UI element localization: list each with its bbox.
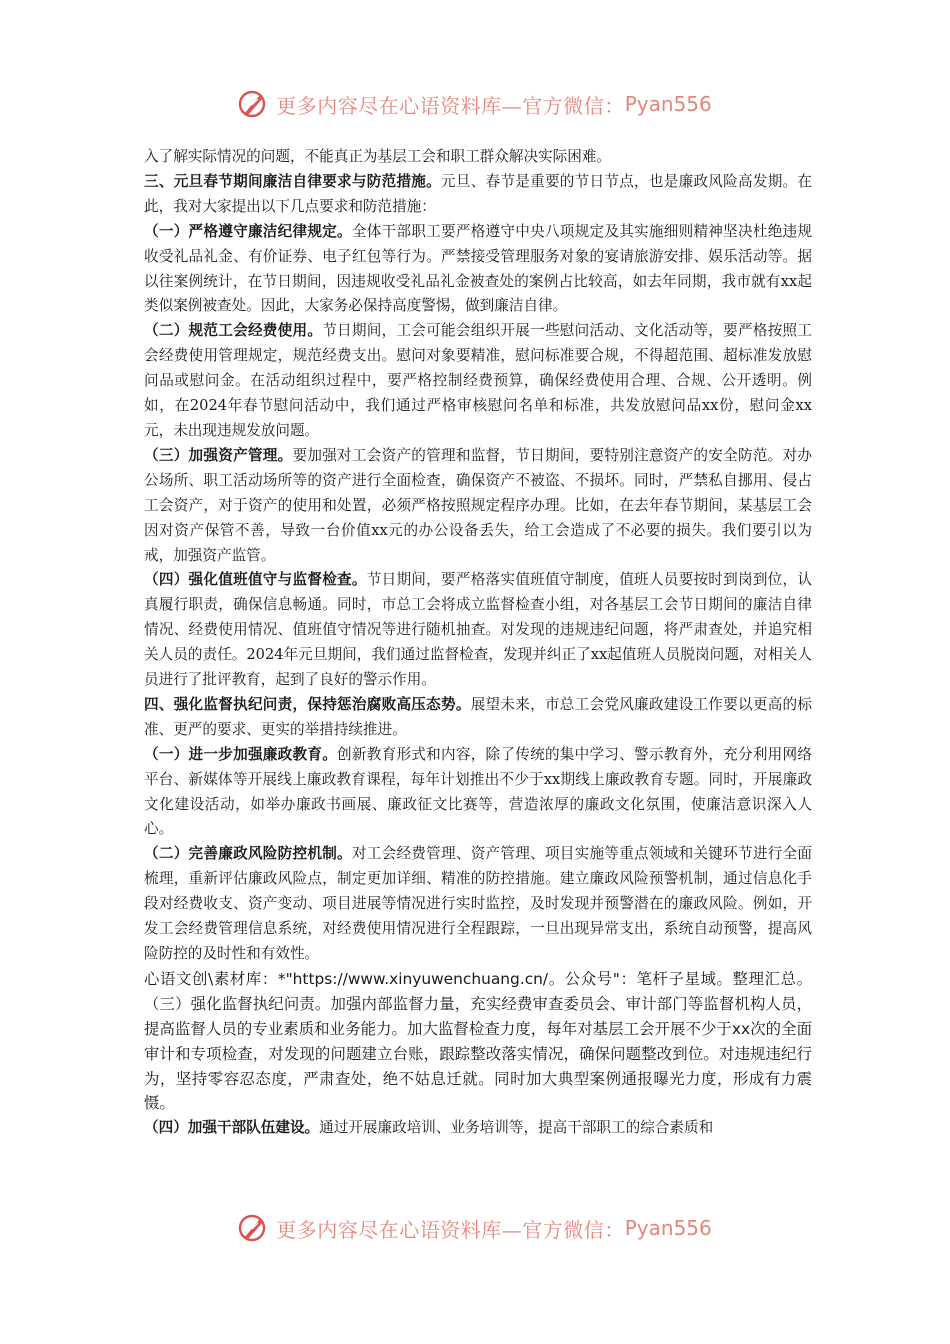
paragraph: 入了解实际情况的问题，不能真正为基层工会和职工群众解决实际困难。 xyxy=(144,148,612,165)
inserted-source-paragraph: 心语文创\素材库：*"https://www.xinyuwenchuang.cn/。公众号"：笔杆子星域。整理汇总。（三）强化监督执纪问责。加强内部监督力量，充实经费审查委员会、审计部门等监督机构人员，提高监督人员的专业素质和业务能力。加大监督检查力度，每年对基层工会开展不少于xx次的全面审计和专项检查，对发现的问题建立台账，跟踪整改落实情况，确保问题整改到位。对违规违纪行为，坚持零容忍态度，严肃查处，绝不姑息迁就。同时加大典型案例通报曝光力度，形成有力震慑。 xyxy=(144,969,812,1113)
paragraph: （四）强化值班值守与监督检查。节日期间，要严格落实值班值守制度，值班人员要按时到岗到位，认真履行职责，确保信息畅通。同时，市总工会将成立监督检查小组，对各基层工会节日期间的廉洁自律情况、经费使用情况、值班值守情况等进行随机抽查。对发现的违规违纪问题，将严肃查处，并追究相关人员的责任。2024年元旦期间，我们通过监督检查，发现并纠正了xx起值班人员脱岗问题，对相关人员进行了批评教育，起到了良好的警示作用。 xyxy=(144,571,812,689)
paragraph: （四）加强干部队伍建设。通过开展廉政培训、业务培训等，提高干部职工的综合素质和 xyxy=(144,1119,714,1137)
header-banner xyxy=(0,82,950,126)
paragraph: （三）加强资产管理。要加强对工会资产的管理和监督，节日期间，要特别注意资产的安全防范。对办公场所、职工活动场所等的资产进行全面检查，确保资产不被盗、不损坏。同时，严禁私自挪用、侵占工会资产，对于资产的使用和处置，必须严格按照规定程序办理。比如，在去年春节期间，某基层工会因对资产保管不善，导致一台价值xx元的办公设备丢失，给工会造成了不必要的损失。我们要引以为戒，加强资产监管。 xyxy=(144,446,812,564)
paragraph: （一）严格遵守廉洁纪律规定。全体干部职工要严格遵守中央八项规定及其实施细则精神坚决杜绝违规收受礼品礼金、有价证券、电子红包等行为。严禁接受管理服务对象的宴请旅游安排、娱乐活动等。据以往案例统计，在节日期间，因违规收受礼品礼金被查处的案例占比较高，如去年同期，我市就有xx起类似案例被查处。因此，大家务必保持高度警惕，做到廉洁自律。 xyxy=(144,222,812,315)
banner-wechat-id: Pyan556 xyxy=(624,92,712,116)
paragraph: （二）规范工会经费使用。节日期间，工会可能会组织开展一些慰问活动、文化活动等，要严格按照工会经费使用管理规定，规范经费支出。慰问对象要精准，慰问标准要合规，不得超范围、超标准发放慰问品或慰问金。在活动组织过程中，要严格控制经费预算，确保经费使用合理、合规、公开透明。例如，在2024年春节慰问活动中，我们通过严格审核慰问名单和标准，共发放慰问品xx份，慰问金xx元，未出现违规发放问题。 xyxy=(144,322,812,439)
footer-banner xyxy=(0,1206,950,1250)
pen-quill-logo-icon xyxy=(238,89,268,119)
banner-text: 更多内容尽在心语资料库—官方微信： xyxy=(276,93,625,118)
section-heading-3: 三、元旦春节期间廉洁自律要求与防范措施。元旦、春节是重要的节日节点，也是廉政风险高发期。在此，我对大家提出以下几点要求和防范措施： xyxy=(144,172,812,215)
pen-quill-logo-icon xyxy=(238,1213,268,1243)
paragraph: （二）完善廉政风险防控机制。对工会经费管理、资产管理、项目实施等重点领域和关键环节进行全面梳理，重新评估廉政风险点，制定更加详细、精准的防控措施。建立廉政风险预警机制，通过信息化手段对经费收支、资产变动、项目进展等情况进行实时监控，及时发现并预警潜在的廉政风险。例如，开发工会经费管理信息系统，对经费使用情况进行全程跟踪，一旦出现异常支出，系统自动预警，提高风险防控的及时性和有效性。 xyxy=(144,845,812,962)
paragraph: （一）进一步加强廉政教育。创新教育形式和内容，除了传统的集中学习、警示教育外，充分利用网络平台、新媒体等开展线上廉政教育课程，每年计划推出不少于xx期线上廉政教育专题。同时，开展廉政文化建设活动，如举办廉政书画展、廉政征文比赛等，营造浓厚的廉政文化氛围，使廉洁意识深入人心。 xyxy=(144,745,812,838)
banner-text: 更多内容尽在心语资料库—官方微信： xyxy=(276,1217,625,1242)
banner-wechat-id: Pyan556 xyxy=(624,1216,712,1240)
document-body xyxy=(144,145,812,1141)
section-heading-4: 四、强化监督执纪问责，保持惩治腐败高压态势。展望未来，市总工会党风廉政建设工作要以更高的标准、更严的要求、更实的举措持续推进。 xyxy=(144,695,812,738)
